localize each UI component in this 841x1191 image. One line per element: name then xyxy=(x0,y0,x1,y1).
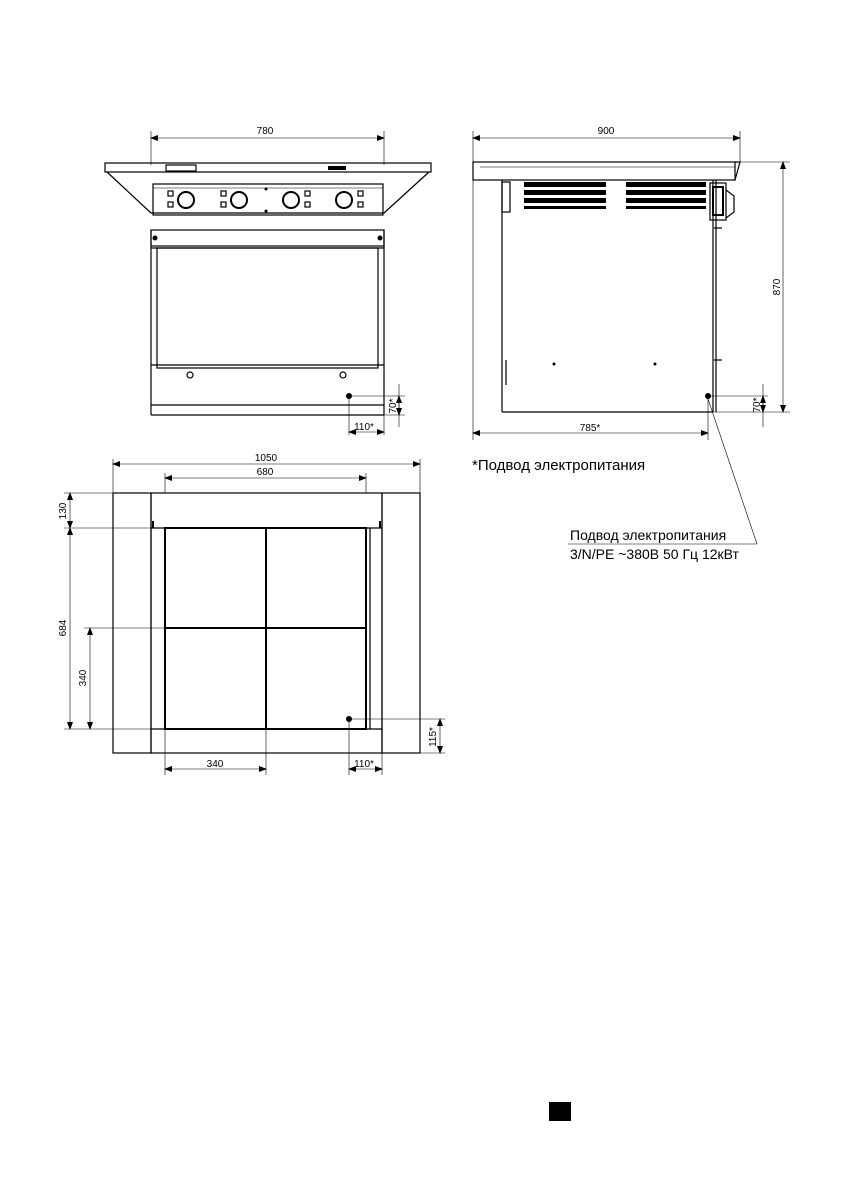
side-power-inlet-marker xyxy=(705,393,711,399)
power-note-title: Подвод электропитания xyxy=(570,527,727,543)
top-total-width-label: 1050 xyxy=(254,453,278,464)
foot-screw-icon xyxy=(187,372,193,378)
power-note-spec: 3/N/PE ~380В 50 Гц 12кВт xyxy=(570,546,739,562)
front-110-label: 110* xyxy=(354,422,374,433)
top-half-depth-label: 340 xyxy=(78,669,89,687)
display-window xyxy=(166,165,196,171)
knob-group xyxy=(168,188,363,213)
indicator-lamp-icon xyxy=(221,202,226,207)
control-panel xyxy=(153,184,383,215)
side-depth-label: 785* xyxy=(579,423,601,434)
top-offset-label: 130 xyxy=(58,502,69,520)
control-knob-icon xyxy=(231,192,247,208)
control-knob-icon xyxy=(336,192,352,208)
top-110-label: 110* xyxy=(354,759,374,770)
ventilation-slots xyxy=(524,182,706,209)
power-inlet-marker xyxy=(346,393,352,399)
footnote-text: *Подвод электропитания xyxy=(472,457,646,474)
hot-plate xyxy=(165,528,266,628)
hot-plates-grid xyxy=(165,528,366,729)
foot-screw-icon xyxy=(340,372,346,378)
top-inner-width-label: 680 xyxy=(256,467,274,478)
top-power-inlet-marker xyxy=(346,716,352,722)
indicator-lamp-icon xyxy=(305,202,310,207)
oven-door-handle xyxy=(151,230,384,246)
top-half-width-label: 340 xyxy=(206,759,224,770)
side-70-label: 70* xyxy=(752,397,763,413)
page-marker xyxy=(549,1102,571,1121)
hot-plate xyxy=(266,628,366,729)
indicator-lamp-icon xyxy=(168,202,173,207)
front-view xyxy=(105,126,431,435)
indicator-lamp-icon xyxy=(358,191,363,196)
front-width-label: 780 xyxy=(256,126,274,137)
left-side-panel xyxy=(113,493,151,753)
side-view xyxy=(473,126,790,544)
top-115-label: 115* xyxy=(428,727,439,747)
top-view xyxy=(58,453,445,775)
side-width-label: 900 xyxy=(597,126,615,137)
hot-plate xyxy=(266,528,366,628)
control-knob-icon xyxy=(283,192,299,208)
indicator-lamp-icon xyxy=(305,191,310,196)
power-leader-line xyxy=(708,399,757,544)
control-knob-icon xyxy=(178,192,194,208)
side-height-label: 870 xyxy=(772,278,783,296)
indicator-lamp-icon xyxy=(358,202,363,207)
indicator-lamp-icon xyxy=(221,191,226,196)
top-depth-label: 684 xyxy=(58,619,69,637)
hot-plate xyxy=(165,628,266,729)
brand-logo xyxy=(328,166,346,170)
right-side-panel xyxy=(382,493,420,753)
front-70-label: 70* xyxy=(388,398,399,414)
oven-door xyxy=(157,248,378,368)
indicator-lamp-icon xyxy=(168,191,173,196)
